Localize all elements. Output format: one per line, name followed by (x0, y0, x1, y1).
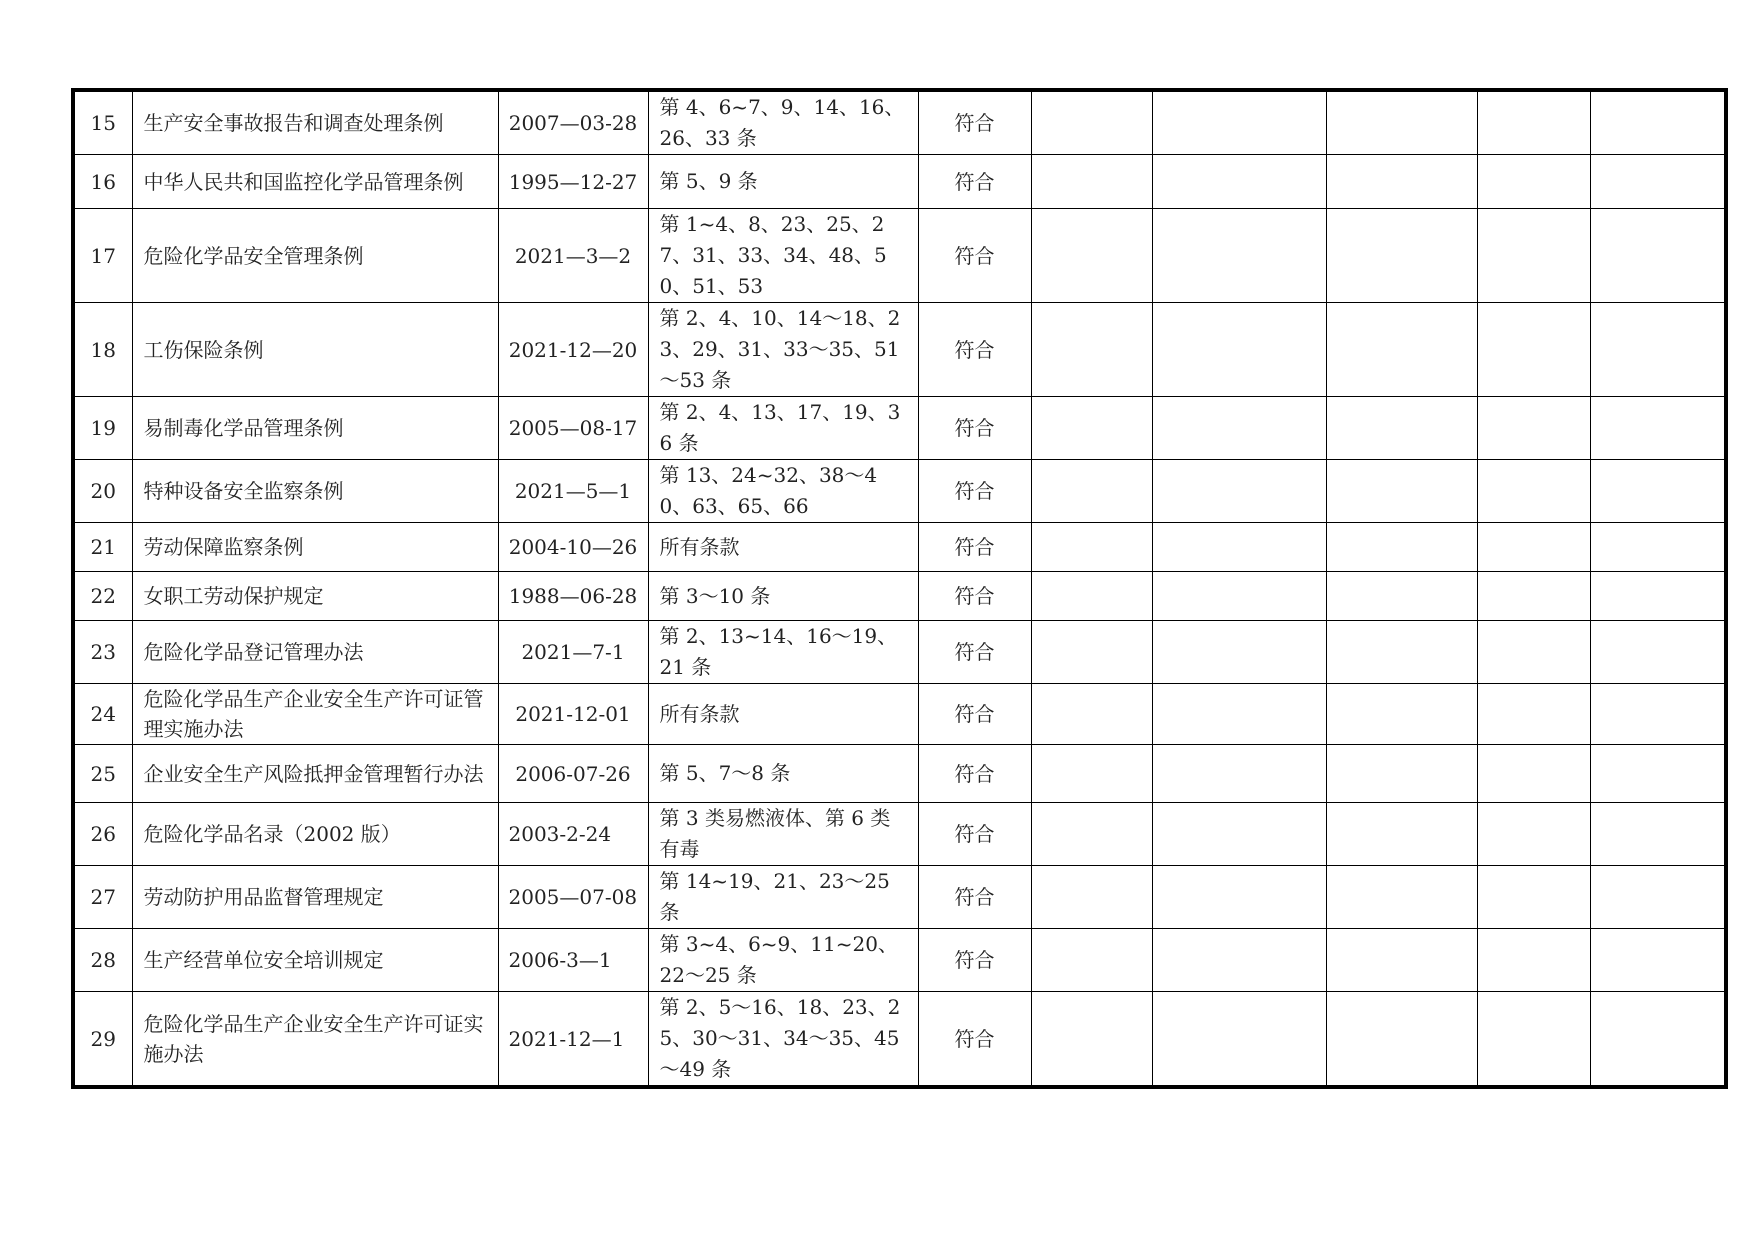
row-number: 22 (73, 572, 132, 621)
empty-cell (1477, 621, 1590, 684)
compliance-result: 符合 (918, 866, 1031, 929)
compliance-result: 符合 (918, 929, 1031, 992)
effective-date: 2006-07-26 (498, 745, 648, 803)
empty-cell (1590, 745, 1726, 803)
regulation-name: 危险化学品登记管理办法 (132, 621, 498, 684)
applicable-clauses: 所有条款 (648, 684, 918, 745)
applicable-clauses: 第 3～10 条 (648, 572, 918, 621)
empty-cell (1477, 209, 1590, 303)
empty-cell (1031, 460, 1152, 523)
applicable-clauses: 第 2、5～16、18、23、25、30～31、34～35、45～49 条 (648, 992, 918, 1088)
empty-cell (1031, 929, 1152, 992)
compliance-result: 符合 (918, 621, 1031, 684)
table-row (73, 866, 1726, 929)
regulation-name: 特种设备安全监察条例 (132, 460, 498, 523)
empty-cell (1326, 397, 1477, 460)
regulation-name: 劳动保障监察条例 (132, 523, 498, 572)
empty-cell (1590, 303, 1726, 397)
table-body (73, 90, 1726, 1087)
effective-date: 2021—5—1 (498, 460, 648, 523)
empty-cell (1152, 992, 1326, 1088)
empty-cell (1152, 90, 1326, 155)
row-number: 28 (73, 929, 132, 992)
empty-cell (1590, 929, 1726, 992)
table-row (73, 303, 1726, 397)
table-row (73, 803, 1726, 866)
effective-date: 2021—3—2 (498, 209, 648, 303)
empty-cell (1031, 397, 1152, 460)
empty-cell (1152, 209, 1326, 303)
empty-cell (1326, 523, 1477, 572)
table-row (73, 992, 1726, 1088)
empty-cell (1152, 303, 1326, 397)
row-number: 21 (73, 523, 132, 572)
table-row (73, 155, 1726, 209)
effective-date: 2021-12-01 (498, 684, 648, 745)
applicable-clauses: 第 3 类易燃液体、第 6 类有毒 (648, 803, 918, 866)
regulation-name: 生产经营单位安全培训规定 (132, 929, 498, 992)
table-row (73, 745, 1726, 803)
empty-cell (1477, 523, 1590, 572)
empty-cell (1326, 621, 1477, 684)
empty-cell (1477, 155, 1590, 209)
empty-cell (1326, 745, 1477, 803)
empty-cell (1590, 90, 1726, 155)
empty-cell (1590, 866, 1726, 929)
empty-cell (1031, 684, 1152, 745)
empty-cell (1031, 803, 1152, 866)
empty-cell (1031, 523, 1152, 572)
table-row (73, 209, 1726, 303)
compliance-result: 符合 (918, 397, 1031, 460)
empty-cell (1031, 621, 1152, 684)
empty-cell (1477, 572, 1590, 621)
applicable-clauses: 第 2、13~14、16～19、21 条 (648, 621, 918, 684)
regulation-name: 危险化学品安全管理条例 (132, 209, 498, 303)
applicable-clauses: 第 13、24~32、38～40、63、65、66 (648, 460, 918, 523)
regulation-name: 企业安全生产风险抵押金管理暂行办法 (132, 745, 498, 803)
empty-cell (1590, 460, 1726, 523)
empty-cell (1152, 745, 1326, 803)
empty-cell (1326, 209, 1477, 303)
empty-cell (1326, 803, 1477, 866)
table-row (73, 684, 1726, 745)
regulation-name: 危险化学品生产企业安全生产许可证管理实施办法 (132, 684, 498, 745)
empty-cell (1152, 397, 1326, 460)
effective-date: 2006-3—1 (498, 929, 648, 992)
empty-cell (1152, 803, 1326, 866)
compliance-result: 符合 (918, 303, 1031, 397)
empty-cell (1477, 684, 1590, 745)
table-row (73, 929, 1726, 992)
empty-cell (1590, 523, 1726, 572)
empty-cell (1590, 803, 1726, 866)
applicable-clauses: 所有条款 (648, 523, 918, 572)
empty-cell (1152, 929, 1326, 992)
empty-cell (1326, 572, 1477, 621)
row-number: 24 (73, 684, 132, 745)
empty-cell (1031, 992, 1152, 1088)
row-number: 15 (73, 90, 132, 155)
effective-date: 2021—7-1 (498, 621, 648, 684)
regulation-table (71, 88, 1728, 1089)
empty-cell (1477, 929, 1590, 992)
empty-cell (1031, 745, 1152, 803)
empty-cell (1590, 992, 1726, 1088)
table-row (73, 621, 1726, 684)
empty-cell (1152, 572, 1326, 621)
empty-cell (1590, 209, 1726, 303)
row-number: 17 (73, 209, 132, 303)
regulation-name: 女职工劳动保护规定 (132, 572, 498, 621)
empty-cell (1477, 397, 1590, 460)
empty-cell (1590, 621, 1726, 684)
compliance-result: 符合 (918, 90, 1031, 155)
empty-cell (1152, 866, 1326, 929)
empty-cell (1031, 155, 1152, 209)
empty-cell (1326, 684, 1477, 745)
effective-date: 2021-12—1 (498, 992, 648, 1088)
row-number: 19 (73, 397, 132, 460)
regulation-name: 危险化学品生产企业安全生产许可证实施办法 (132, 992, 498, 1088)
applicable-clauses: 第 14~19、21、23～25 条 (648, 866, 918, 929)
compliance-result: 符合 (918, 572, 1031, 621)
compliance-result: 符合 (918, 992, 1031, 1088)
table-row (73, 460, 1726, 523)
compliance-result: 符合 (918, 803, 1031, 866)
empty-cell (1477, 803, 1590, 866)
effective-date: 2003-2-24 (498, 803, 648, 866)
empty-cell (1326, 992, 1477, 1088)
empty-cell (1152, 621, 1326, 684)
applicable-clauses: 第 2、4、10、14～18、23、29、31、33～35、51～53 条 (648, 303, 918, 397)
empty-cell (1326, 929, 1477, 992)
compliance-result: 符合 (918, 745, 1031, 803)
row-number: 25 (73, 745, 132, 803)
table-row (73, 572, 1726, 621)
effective-date: 2007—03-28 (498, 90, 648, 155)
regulation-name: 中华人民共和国监控化学品管理条例 (132, 155, 498, 209)
row-number: 18 (73, 303, 132, 397)
applicable-clauses: 第 1~4、8、23、25、27、31、33、34、48、50、51、53 (648, 209, 918, 303)
empty-cell (1590, 572, 1726, 621)
empty-cell (1152, 460, 1326, 523)
empty-cell (1152, 523, 1326, 572)
row-number: 23 (73, 621, 132, 684)
applicable-clauses: 第 5、9 条 (648, 155, 918, 209)
empty-cell (1477, 992, 1590, 1088)
effective-date: 1995—12-27 (498, 155, 648, 209)
empty-cell (1477, 303, 1590, 397)
empty-cell (1590, 684, 1726, 745)
empty-cell (1326, 155, 1477, 209)
regulation-name: 工伤保险条例 (132, 303, 498, 397)
empty-cell (1152, 684, 1326, 745)
empty-cell (1031, 572, 1152, 621)
effective-date: 2004-10—26 (498, 523, 648, 572)
empty-cell (1477, 866, 1590, 929)
applicable-clauses: 第 4、6~7、9、14、16、26、33 条 (648, 90, 918, 155)
empty-cell (1477, 90, 1590, 155)
empty-cell (1031, 866, 1152, 929)
regulation-name: 易制毒化学品管理条例 (132, 397, 498, 460)
effective-date: 2021-12—20 (498, 303, 648, 397)
empty-cell (1477, 745, 1590, 803)
empty-cell (1477, 460, 1590, 523)
table-row (73, 90, 1726, 155)
regulation-name: 生产安全事故报告和调查处理条例 (132, 90, 498, 155)
applicable-clauses: 第 3~4、6~9、11~20、22～25 条 (648, 929, 918, 992)
effective-date: 2005—08-17 (498, 397, 648, 460)
empty-cell (1326, 866, 1477, 929)
applicable-clauses: 第 2、4、13、17、19、36 条 (648, 397, 918, 460)
row-number: 20 (73, 460, 132, 523)
compliance-result: 符合 (918, 684, 1031, 745)
empty-cell (1031, 303, 1152, 397)
effective-date: 1988—06-28 (498, 572, 648, 621)
empty-cell (1031, 90, 1152, 155)
compliance-result: 符合 (918, 209, 1031, 303)
empty-cell (1326, 460, 1477, 523)
table-row (73, 397, 1726, 460)
compliance-result: 符合 (918, 460, 1031, 523)
compliance-result: 符合 (918, 523, 1031, 572)
row-number: 29 (73, 992, 132, 1088)
empty-cell (1590, 155, 1726, 209)
empty-cell (1590, 397, 1726, 460)
regulation-name: 劳动防护用品监督管理规定 (132, 866, 498, 929)
row-number: 16 (73, 155, 132, 209)
row-number: 27 (73, 866, 132, 929)
empty-cell (1031, 209, 1152, 303)
applicable-clauses: 第 5、7～8 条 (648, 745, 918, 803)
compliance-result: 符合 (918, 155, 1031, 209)
effective-date: 2005—07-08 (498, 866, 648, 929)
empty-cell (1326, 303, 1477, 397)
empty-cell (1152, 155, 1326, 209)
regulation-name: 危险化学品名录（2002 版） (132, 803, 498, 866)
empty-cell (1326, 90, 1477, 155)
row-number: 26 (73, 803, 132, 866)
table-row (73, 523, 1726, 572)
